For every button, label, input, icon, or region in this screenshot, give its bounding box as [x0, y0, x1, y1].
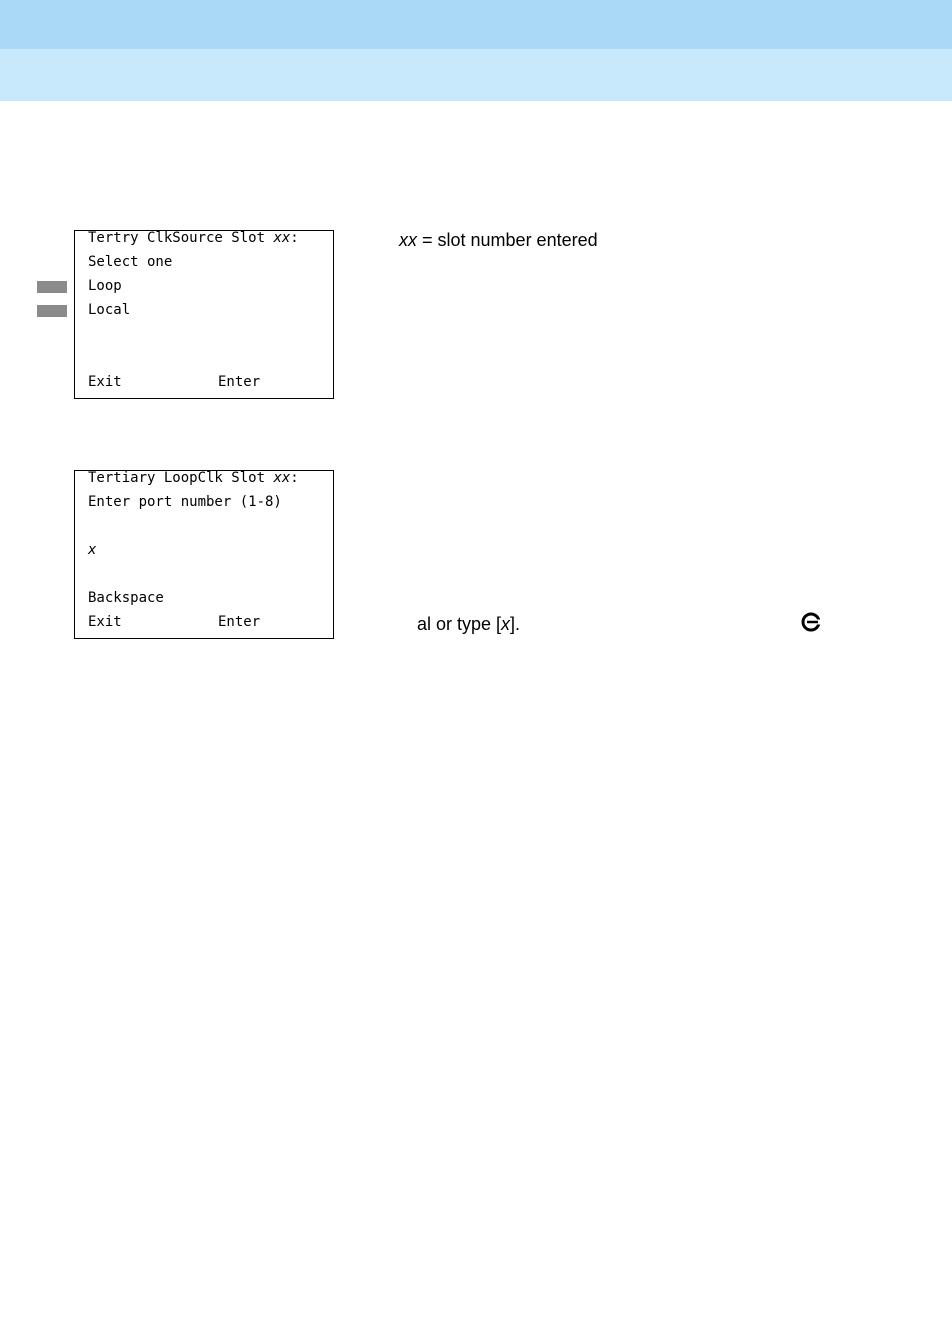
exit-softkey[interactable]: Exit — [88, 614, 122, 630]
line-key-local[interactable] — [37, 305, 67, 317]
screen-title: Tertry ClkSource Slot xx: — [88, 230, 299, 246]
screen-prompt: Select one — [88, 254, 173, 270]
screen-title: Tertiary LoopClk Slot xx: — [88, 470, 299, 486]
option-loop[interactable]: Loop — [88, 278, 122, 294]
slot-number-note: xx = slot number entered — [399, 230, 598, 250]
port-number-entry[interactable]: x — [88, 542, 97, 558]
line-key-loop[interactable] — [37, 281, 67, 293]
screen-prompt: Enter port number (1-8) — [88, 494, 282, 510]
backspace-softkey[interactable]: Backspace — [88, 590, 164, 606]
header-band-top — [0, 0, 952, 49]
display-screen-tertiary-clock-source — [74, 230, 334, 399]
display-screen-tertiary-loop-clock — [74, 470, 334, 639]
dial-instruction-note: al or type [x]. — [417, 614, 521, 634]
option-local[interactable]: Local — [88, 302, 131, 318]
exit-softkey[interactable]: Exit — [88, 374, 122, 390]
return-arrow-icon — [801, 612, 821, 632]
header-band-bottom — [0, 49, 952, 101]
enter-softkey[interactable]: Enter — [218, 374, 261, 390]
enter-softkey[interactable]: Enter — [218, 614, 261, 630]
